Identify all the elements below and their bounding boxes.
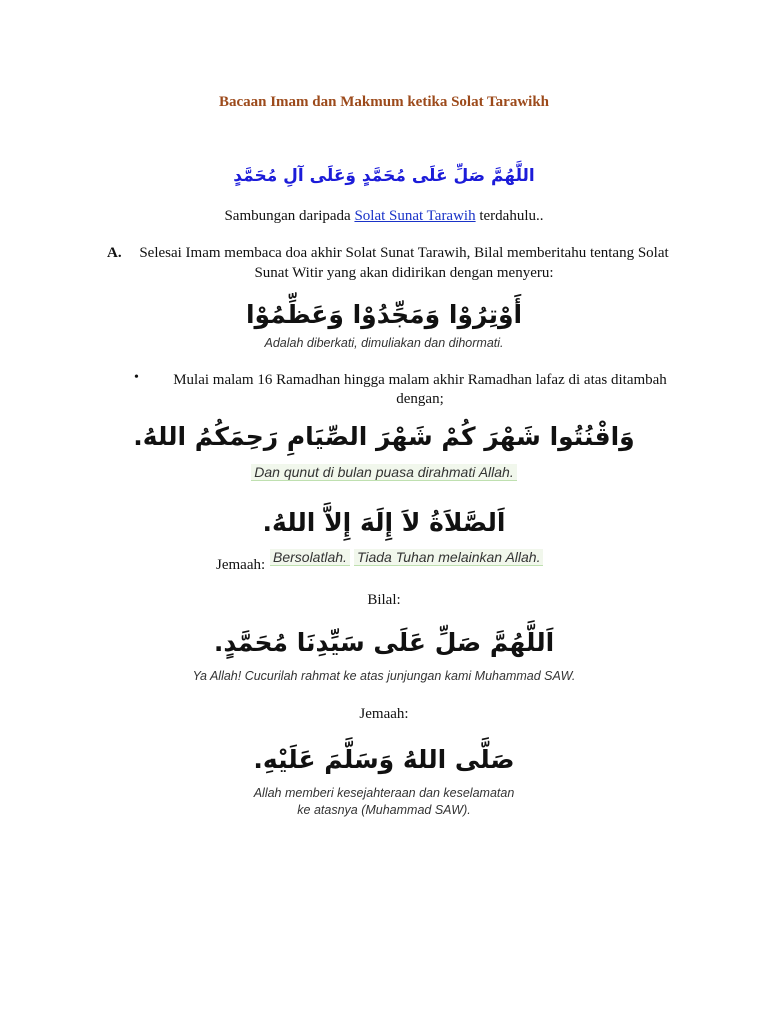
call1-translation: Adalah diberkati, dimuliakan dan dihormati.	[264, 336, 504, 350]
jemaah-translation-2: ke atasnya (Muhammad SAW).	[297, 803, 471, 817]
bilal-translation: Ya Allah! Cucurilah rahmat ke atas junjungan kami Muhammad SAW.	[192, 669, 576, 683]
call3-translation-1: Bersolatlah.	[270, 549, 350, 566]
call3-translation-2: Tiada Tuhan melainkan Allah.	[354, 549, 544, 566]
bilal-label: Bilal:	[367, 592, 401, 608]
jemaah-translation-1: Allah memberi kesejahteraan dan keselamatan	[253, 786, 515, 800]
call1-arabic: أَوْتِرُوْا وَمَجِّدُوْا وَعَظِّمُوْا	[245, 300, 523, 329]
jemaah-arabic: صَلَّى اللهُ وَسَلَّمَ عَلَيْهِ.	[253, 745, 515, 774]
call2-translation: Dan qunut di bulan puasa dirahmati Allah.	[251, 464, 516, 481]
bilal-arabic: اَللَّهُمَّ صَلِّ عَلَى سَيِّدِنَا مُحَمَّدٍ.	[213, 628, 555, 657]
bullet-line-2: dengan;	[396, 391, 444, 407]
section-a-line-2: Sunat Witir yang akan didirikan dengan menyeru:	[254, 265, 554, 281]
bullet-marker: •	[134, 370, 139, 385]
solat-sunat-tarawih-link[interactable]: Solat Sunat Tarawih	[354, 208, 476, 224]
call3-jemaah-label: Jemaah:	[216, 557, 266, 573]
section-a-marker: A.	[107, 245, 122, 261]
section-a-line-1: Selesai Imam membaca doa akhir Solat Sunat Tarawih, Bilal memberitahu tentang Solat	[139, 245, 669, 261]
call2-arabic: وَاقْنُتُوا شَهْرَ كُمْ شَهْرَ الصِّيَامِ رَحِمَكُمُ اللهُ.	[133, 422, 635, 451]
page-title: Bacaan Imam dan Makmum ketika Solat Tarawikh	[218, 94, 550, 110]
salawat-heading: اللَّهُمَّ صَلِّ عَلَى مُحَمَّدٍ وَعَلَى آلِ مُحَمَّدٍ	[233, 166, 535, 186]
jemaah-label: Jemaah:	[359, 706, 409, 722]
bullet-line-1: Mulai malam 16 Ramadhan hingga malam akhir Ramadhan lafaz di atas ditambah	[173, 372, 667, 388]
intro-paragraph	[0, 205, 768, 227]
intro-text-after: terdahulu..	[475, 208, 544, 224]
call3-arabic: اَلصَّلاَةُ لاَ إِلَهَ إِلاَّ اللهُ.	[262, 508, 506, 537]
intro-text-before: Sambungan daripada	[224, 208, 355, 224]
